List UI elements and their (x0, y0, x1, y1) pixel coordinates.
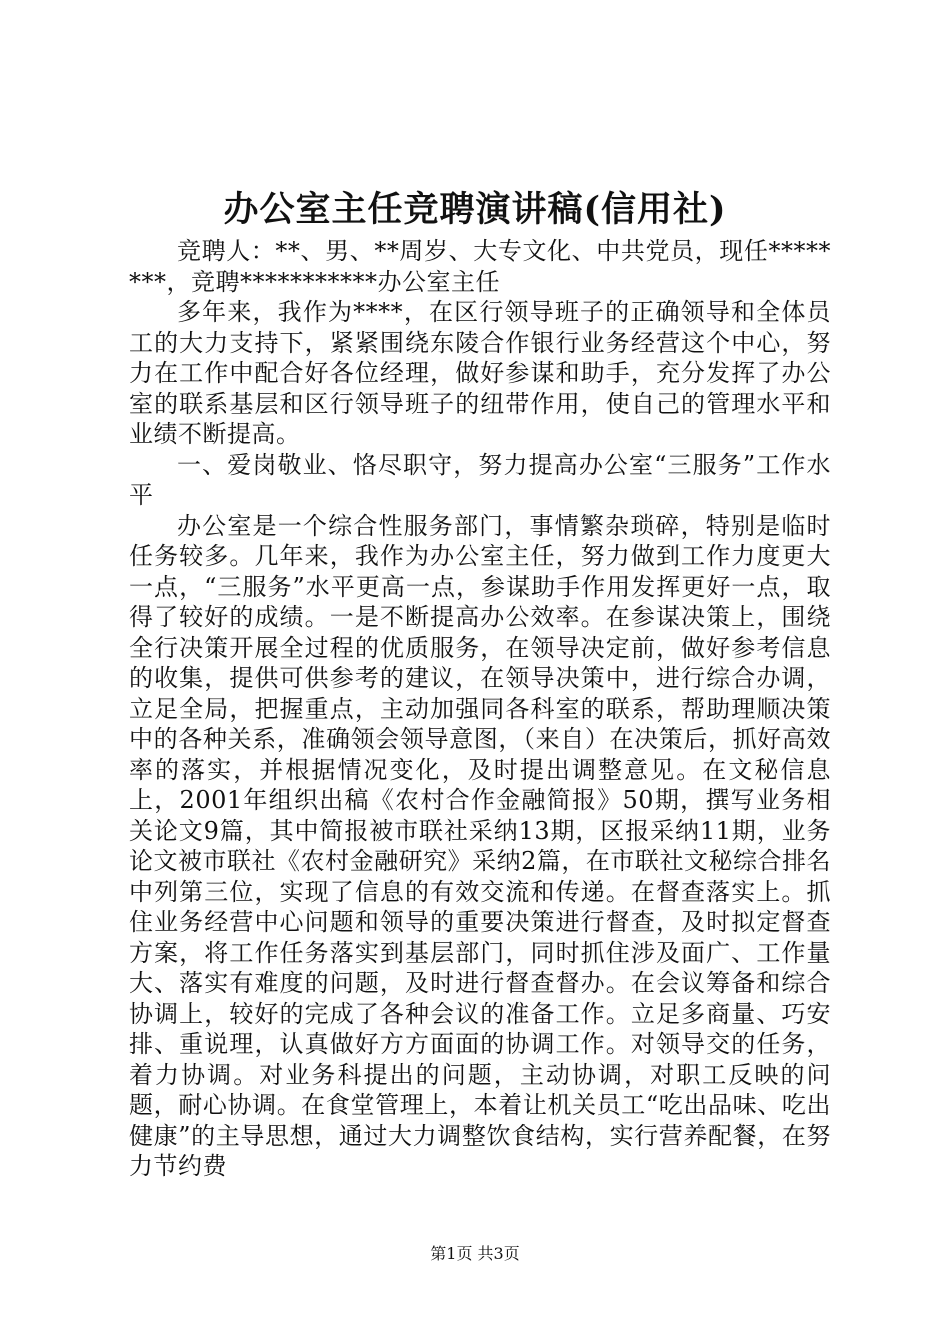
paragraph-office-work: 办公室是一个综合性服务部门，事情繁杂琐碎，特别是临时任务较多。几年来，我作为办公室主任，努力做到工作力度更大一点，“三服务”水平更高一点，参谋助手作用发挥更好一点，取得了较好的成绩。一是不断提高办公效率。在参谋决策上，围绕全行决策开展全过程的优质服务，在领导决定前，做好参考信息的收集，提供可供参考的建议，在领导决策中，进行综合办调，立足全局，把握重点，主动加强同各科室的联系，帮助理顺决策中的各种关系，准确领会领导意图，（来自）在决策后，抓好高效率的落实，并根据情况变化，及时提出调整意见。在文秘信息上，2001年组织出稿《农村合作金融简报》50期，撰写业务相关论文9篇，其中简报被市联社采纳13期，区报采纳11期，业务论文被市联社《农村金融研究》采纳2篇，在市联社文秘综合排名中列第三位，实现了信息的有效交流和传递。在督查落实上。抓住业务经营中心问题和领导的重要决策进行督查，及时拟定督查方案，将工作任务落实到基层部门，同时抓住涉及面广、工作量大、落实有难度的问题，及时进行督查督办。在会议筹备和综合协调上，较好的完成了各种会议的准备工作。立足多商量、巧安排、重说理，认真做好方方面面的协调工作。对领导交的任务，着力协调。对业务科提出的问题，主动协调，对职工反映的问题，耐心协调。在食堂管理上，本着让机关员工“吃出品味、吃出健康”的主导思想，通过大力调整饮食结构，实行营养配餐，在努力节约费 (129, 511, 831, 1180)
paragraph-candidate-info: 竞聘人：**、男、**周岁、大专文化、中共党员，现任********，竞聘***********办公室主任 (129, 237, 831, 296)
page-number-footer: 第1页 共3页 (430, 1244, 520, 1263)
section-heading-1: 一、爱岗敬业、恪尽职守，努力提高办公室“三服务”工作水平 (129, 450, 831, 509)
document-body (129, 236, 831, 1182)
paragraph-introduction: 多年来，我作为****，在区行领导班子的正确领导和全体员工的大力支持下，紧紧围绕东陵合作银行业务经营这个中心，努力在工作中配合好各位经理，做好参谋和助手，充分发挥了办公室的联系基层和区行领导班子的纽带作用，使自己的管理水平和业绩不断提高。 (129, 298, 831, 448)
document-title: 办公室主任竞聘演讲稿(信用社) (223, 189, 727, 230)
